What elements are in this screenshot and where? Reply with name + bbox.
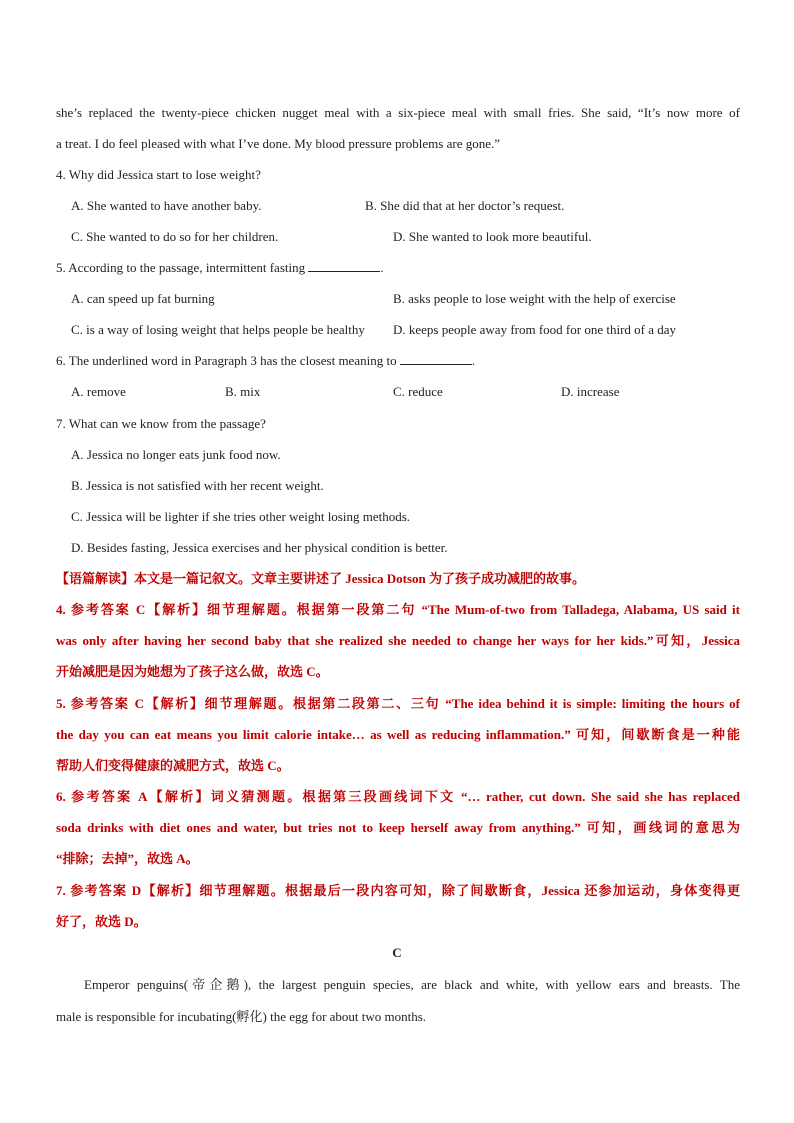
analysis-intro: 【语篇解读】本文是一篇记叙文。文章主要讲述了 Jessica Dotson 为了孩子成功减肥的故事。 xyxy=(56,571,586,586)
passage-text-line: she’s replaced the twenty-piece chicken nugget meal with a six-piece meal with small fries. She said, “It’s now more of xyxy=(56,105,740,120)
answer-blank xyxy=(308,259,380,272)
answer-5-line: the day you can eat means you limit calorie intake… as well as reducing inflammation.” 可知，间歇断食是一种能 xyxy=(56,727,740,742)
question-5-option-a: A. can speed up fat burning xyxy=(71,291,215,306)
question-4-option-b: B. She did that at her doctor’s request. xyxy=(365,198,565,213)
question-7-option-a: A. Jessica no longer eats junk food now. xyxy=(71,447,281,462)
question-6-option-d: D. increase xyxy=(561,384,620,399)
question-7-stem: 7. What can we know from the passage? xyxy=(56,416,266,431)
question-7-option-d: D. Besides fasting, Jessica exercises and her physical condition is better. xyxy=(71,540,448,555)
answer-5-line: 5. 参考答案 C【解析】细节理解题。根据第二段第二、三句 “The idea behind it is simple: limiting the hours of xyxy=(56,696,740,711)
answer-4-line: 4. 参考答案 C【解析】细节理解题。根据第一段第二句 “The Mum-of-two from Talladega, Alabama, US said it xyxy=(56,602,740,617)
section-c-text-line: Emperor penguins(帝企鹅), the largest penguin species, are black and white, with yellow ears and breasts. The xyxy=(84,977,740,992)
passage-text-line: a treat. I do feel pleased with what I’ve done. My blood pressure problems are gone.” xyxy=(56,136,501,151)
question-6-option-a: A. remove xyxy=(71,384,126,399)
question-4-option-a: A. She wanted to have another baby. xyxy=(71,198,262,213)
section-heading: C xyxy=(392,945,402,960)
answer-6-line: “排除；去掉”，故选 A。 xyxy=(56,851,199,866)
section-c-text-line: male is responsible for incubating(孵化) the egg for about two months. xyxy=(56,1009,427,1024)
question-6-stem-text: 6. The underlined word in Paragraph 3 has the closest meaning to xyxy=(56,353,397,368)
question-5-option-b: B. asks people to lose weight with the help of exercise xyxy=(393,291,676,306)
question-5-option-c: C. is a way of losing weight that helps people be healthy xyxy=(71,322,365,337)
question-5-option-d: D. keeps people away from food for one third of a day xyxy=(393,322,677,337)
answer-4-line: was only after having her second baby that she realized she needed to change her ways for her kids.”可知，Jessica xyxy=(56,633,740,648)
answer-5-line: 帮助人们变得健康的减肥方式，故选 C。 xyxy=(56,758,290,773)
answer-7-line: 7. 参考答案 D【解析】细节理解题。根据最后一段内容可知，除了间歇断食，Jessica 还参加运动，身体变得更 xyxy=(56,883,740,898)
question-6-option-c: C. reduce xyxy=(393,384,443,399)
answer-6-line: soda drinks with diet ones and water, but tries not to keep herself away from anything.” 可知，画线词的意思为 xyxy=(56,820,740,835)
answer-4-line: 开始减肥是因为她想为了孩子这么做，故选 C。 xyxy=(56,664,329,679)
question-5-stem xyxy=(56,259,740,277)
question-6-option-b: B. mix xyxy=(225,384,261,399)
answer-blank xyxy=(400,352,472,365)
question-6-stem xyxy=(56,352,740,370)
question-6-stem-end: . xyxy=(471,353,476,368)
answer-7-line: 好了，故选 D。 xyxy=(56,914,147,929)
question-4-option-c: C. She wanted to do so for her children. xyxy=(71,229,279,244)
question-4-option-d: D. She wanted to look more beautiful. xyxy=(393,229,592,244)
answer-6-line: 6. 参考答案 A【解析】词义猜测题。根据第三段画线词下文 “… rather, cut down. She said she has replaced xyxy=(56,789,740,804)
question-7-option-b: B. Jessica is not satisfied with her recent weight. xyxy=(71,478,324,493)
question-5-stem-text: 5. According to the passage, intermittent fasting xyxy=(56,260,306,275)
question-5-stem-end: . xyxy=(380,260,384,275)
question-4-stem: 4. Why did Jessica start to lose weight? xyxy=(56,167,261,182)
question-7-option-c: C. Jessica will be lighter if she tries other weight losing methods. xyxy=(71,509,411,524)
